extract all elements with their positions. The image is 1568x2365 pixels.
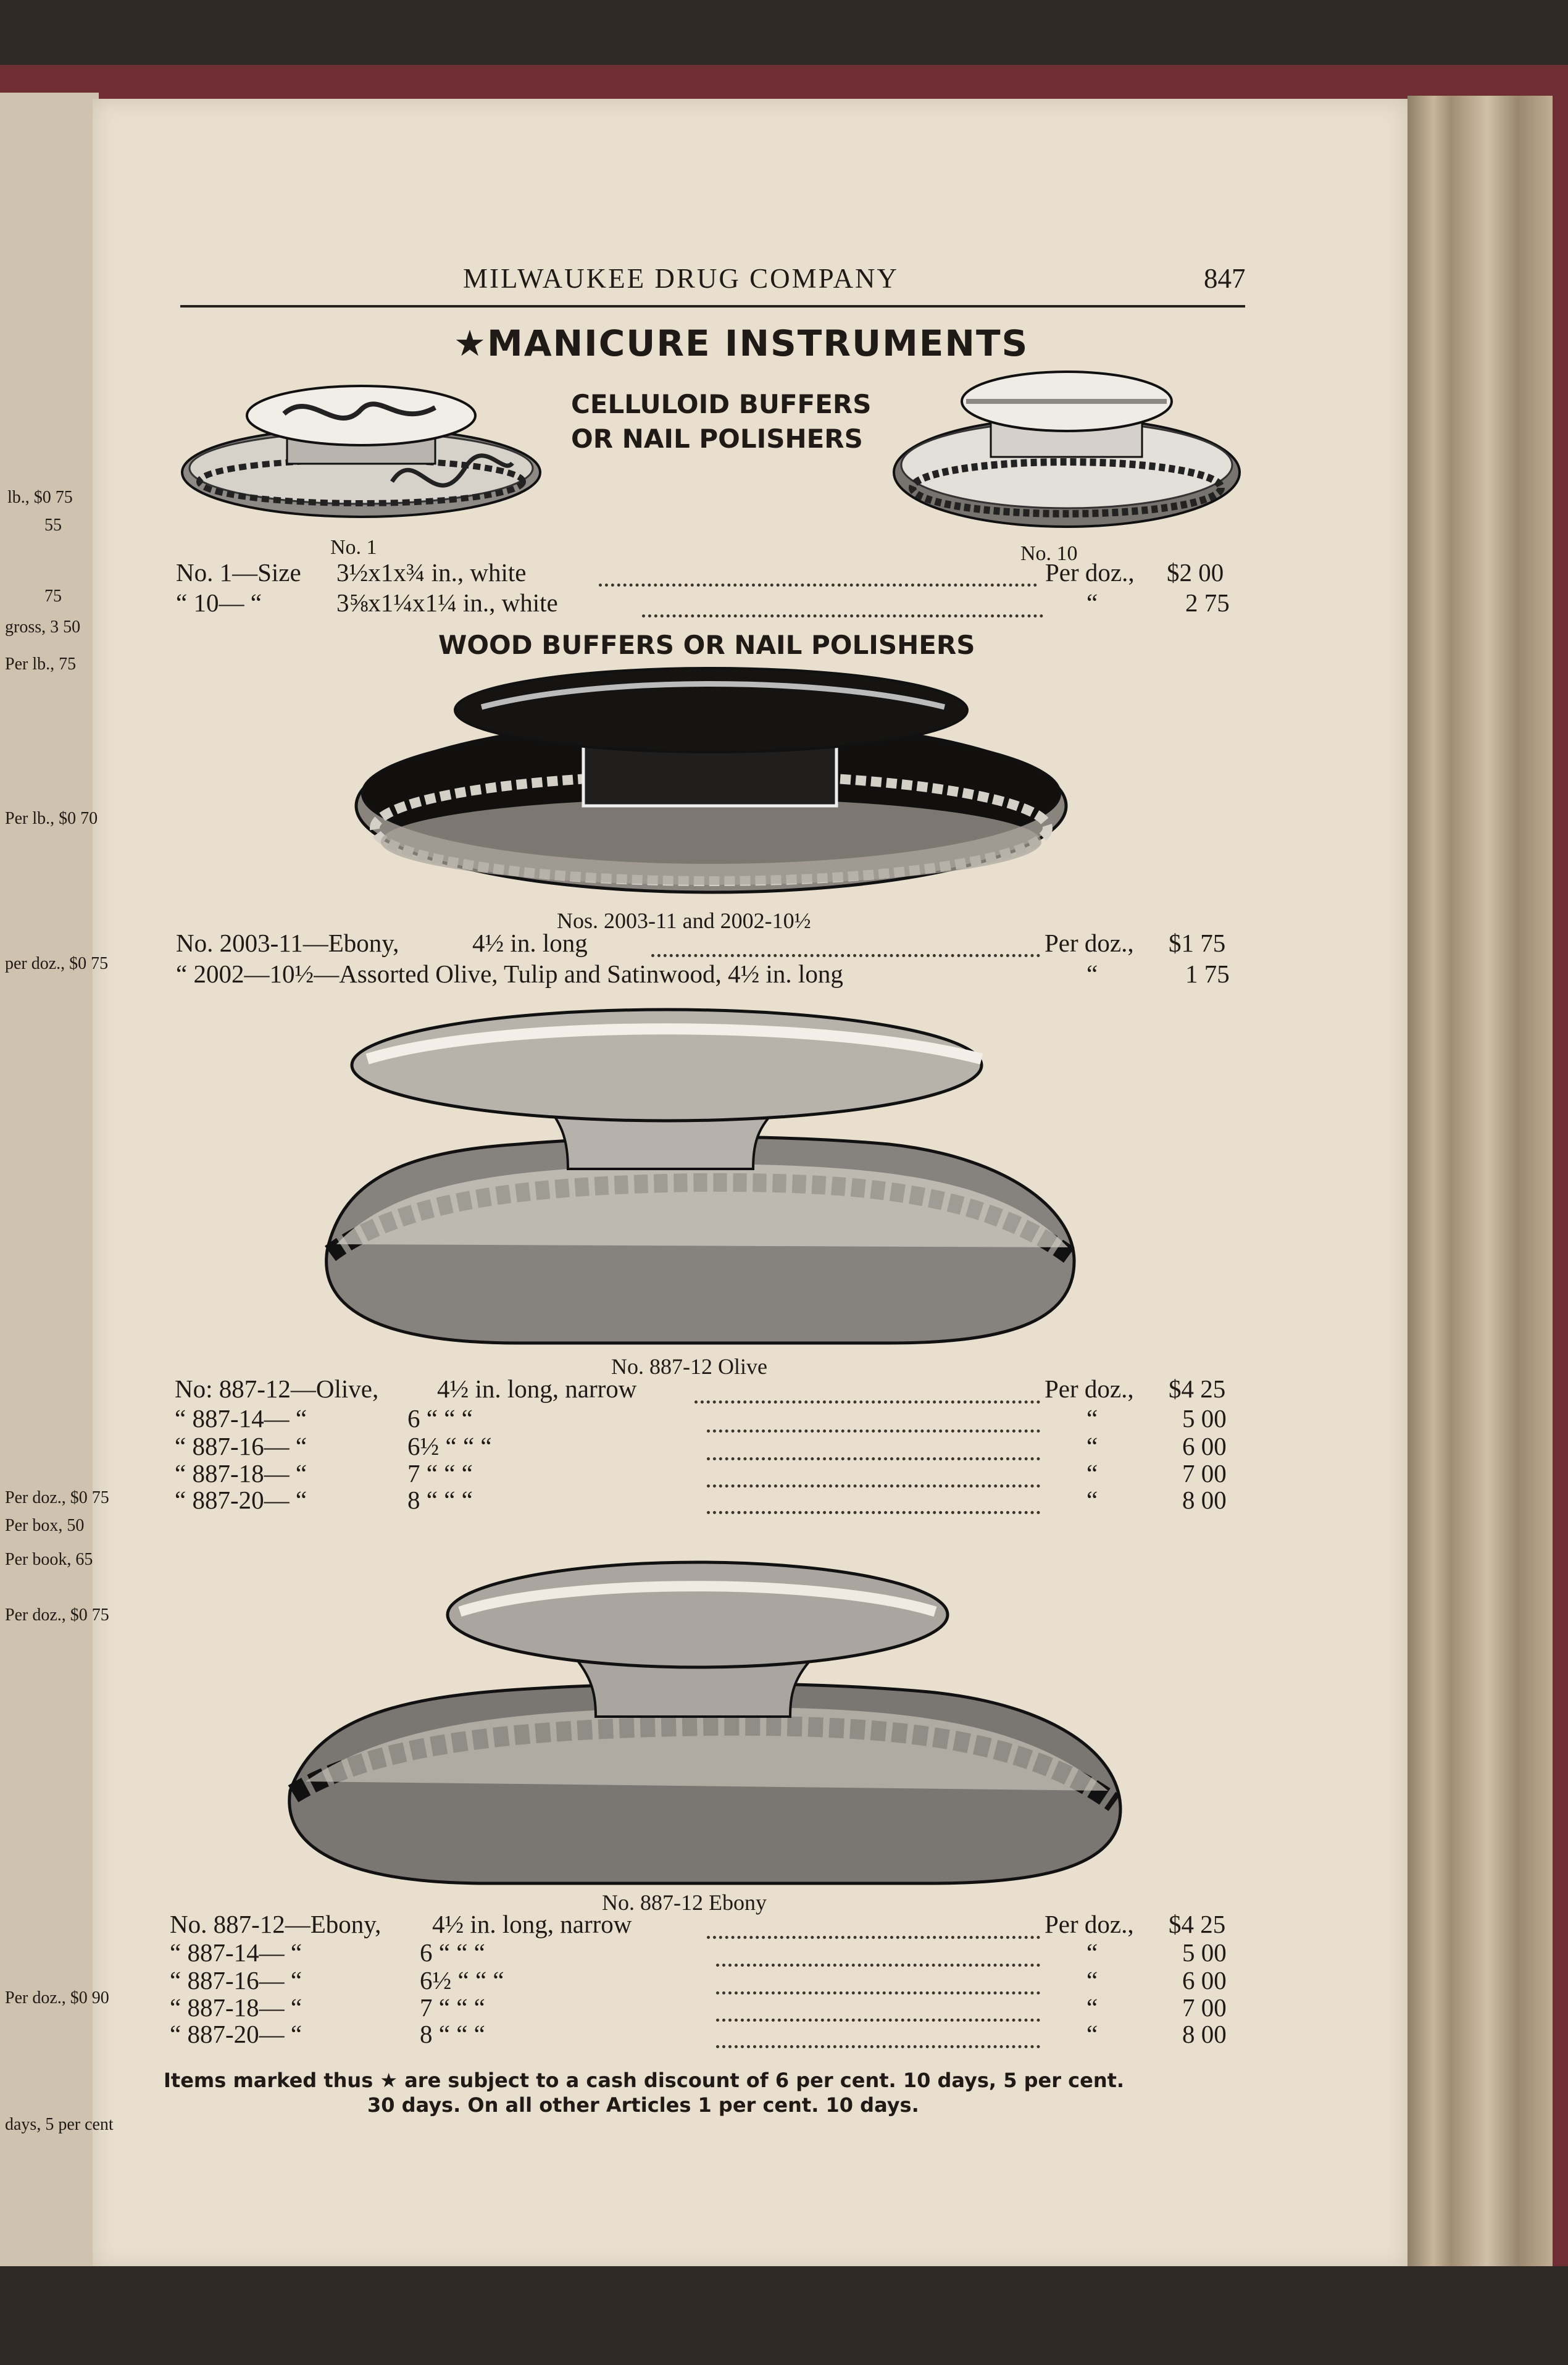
discount-note-line-1: Items marked thus ★ are subject to a cash discount of 6 per cent. 10 days, 5 per cent.	[164, 2069, 1125, 2092]
olive-row-2-number: “ 887-14— “	[175, 1404, 307, 1433]
leader-dots	[707, 1457, 1040, 1460]
wood-row-1-number: No. 2003-11—Ebony,	[176, 929, 399, 957]
olive-row-2-description: 6 “ “ “	[407, 1404, 473, 1433]
olive-row-4-description: 7 “ “ “	[407, 1459, 473, 1488]
leader-dots	[707, 1511, 1040, 1514]
ebony-row-1-unit: Per doz.,	[1045, 1910, 1134, 1938]
olive-row-2-unit: “	[1086, 1404, 1098, 1433]
ebony-row-1-price: $4 25	[1169, 1910, 1226, 1938]
wood-section-title: WOOD BUFFERS OR NAIL POLISHERS	[438, 630, 975, 660]
celluloid-title-line-2: OR NAIL POLISHERS	[571, 424, 863, 454]
celluloid-buffer-no-10-illustration	[889, 364, 1244, 540]
olive-row-4-number: “ 887-18— “	[175, 1459, 307, 1488]
olive-row-5-description: 8 “ “ “	[407, 1486, 473, 1514]
ebony-row-3-number: “ 887-16— “	[170, 1966, 302, 1995]
ebony-row-5-unit: “	[1086, 2020, 1098, 2048]
leader-dots	[642, 614, 1043, 617]
olive-row-1-number: No: 887-12—Olive,	[175, 1375, 379, 1403]
publisher-header: MILWAUKEE DRUG COMPANY	[463, 263, 899, 294]
olive-row-1-price: $4 25	[1169, 1375, 1226, 1403]
olive-row-1-description: 4½ in. long, narrow	[437, 1375, 637, 1403]
left-page-fragment: per doz., $0 75	[5, 954, 109, 973]
olive-row-1-unit: Per doz.,	[1045, 1375, 1134, 1403]
left-page-fragment: Per lb., 75	[5, 655, 77, 674]
leader-dots	[707, 1936, 1040, 1939]
celluloid-row-1-number: No. 1—Size	[176, 558, 301, 587]
ebony-row-5-description: 8 “ “ “	[420, 2020, 485, 2048]
olive-row-5-price: 8 00	[1182, 1486, 1227, 1514]
olive-row-3-unit: “	[1086, 1432, 1098, 1460]
leader-dots	[716, 2019, 1040, 2022]
leader-dots	[707, 1429, 1040, 1433]
leader-dots	[716, 1991, 1040, 1995]
ebony-row-2-unit: “	[1086, 1938, 1098, 1967]
left-page-fragment: Per box, 50	[5, 1516, 85, 1535]
wood-buffer-caption: Nos. 2003-11 and 2002-10½	[557, 908, 811, 933]
leader-dots	[716, 2045, 1040, 2048]
wood-row-2-unit: “	[1086, 960, 1098, 988]
olive-row-3-description: 6½ “ “ “	[407, 1432, 492, 1460]
celluloid-row-1-unit: Per doz.,	[1045, 558, 1135, 587]
ebony-row-3-description: 6½ “ “ “	[420, 1966, 504, 1995]
left-page-fragment: lb., $0 75	[7, 488, 73, 507]
ebony-row-4-price: 7 00	[1182, 1993, 1227, 2022]
leader-dots	[599, 584, 1037, 587]
olive-row-4-price: 7 00	[1182, 1459, 1227, 1488]
olive-row-5-number: “ 887-20— “	[175, 1486, 307, 1514]
page-number: 847	[1204, 263, 1246, 294]
left-page	[0, 93, 99, 2266]
leader-dots	[707, 1484, 1040, 1488]
celluloid-caption-left: No. 1	[330, 536, 377, 559]
left-page-fragment: Per doz., $0 90	[5, 1988, 109, 2007]
page-stack-edge	[1407, 96, 1553, 2272]
ebony-row-2-price: 5 00	[1182, 1938, 1227, 1967]
ebony-row-2-description: 6 “ “ “	[420, 1938, 485, 1967]
bottom-shadow	[0, 2266, 1568, 2365]
celluloid-row-1-price: $2 00	[1167, 558, 1224, 587]
ebony-row-3-price: 6 00	[1182, 1966, 1227, 1995]
discount-note-line-2: 30 days. On all other Articles 1 per cent. 10 days.	[367, 2093, 919, 2117]
wood-row-1-description: 4½ in. long	[472, 929, 588, 957]
section-title: ★MANICURE INSTRUMENTS	[454, 322, 1029, 364]
ebony-buffer-caption: No. 887-12 Ebony	[602, 1890, 767, 1915]
ebony-buffer-illustration	[281, 1544, 1130, 1890]
olive-row-3-price: 6 00	[1182, 1432, 1227, 1460]
celluloid-row-2-price: 2 75	[1185, 588, 1230, 617]
wood-row-2-price: 1 75	[1185, 960, 1230, 988]
olive-row-4-unit: “	[1086, 1459, 1098, 1488]
leader-dots	[716, 1964, 1040, 1967]
wood-row-2-number: “ 2002—10½—Assorted Olive, Tulip and Satinwood, 4½ in. long	[176, 960, 843, 988]
celluloid-row-2-number: “ 10— “	[176, 588, 262, 617]
olive-buffer-caption: No. 887-12 Olive	[611, 1354, 767, 1379]
celluloid-row-2-description: 3⅝x1¼x1¼ in., white	[336, 588, 558, 617]
celluloid-row-1-description: 3½x1x¾ in., white	[336, 558, 527, 587]
left-page-fragment: Per book, 65	[5, 1550, 93, 1569]
celluloid-caption-right: No. 10	[1020, 542, 1078, 565]
left-page-fragment: Per doz., $0 75	[5, 1605, 109, 1625]
celluloid-buffer-no-1-illustration	[176, 374, 546, 537]
olive-row-2-price: 5 00	[1182, 1404, 1227, 1433]
olive-row-5-unit: “	[1086, 1486, 1098, 1514]
left-page-fragment: gross, 3 50	[5, 617, 81, 637]
wood-row-1-unit: Per doz.,	[1045, 929, 1134, 957]
leader-dots	[694, 1400, 1040, 1404]
ebony-row-5-number: “ 887-20— “	[170, 2020, 302, 2048]
leader-dots	[651, 954, 1040, 957]
left-page-fragment: Per doz., $0 75	[5, 1488, 109, 1507]
ebony-row-4-unit: “	[1086, 1993, 1098, 2022]
left-page-fragment: Per lb., $0 70	[5, 809, 98, 828]
olive-buffer-illustration	[315, 997, 1086, 1352]
ebony-row-2-number: “ 887-14— “	[170, 1938, 302, 1967]
ebony-row-5-price: 8 00	[1182, 2020, 1227, 2048]
ebony-row-3-unit: “	[1086, 1966, 1098, 1995]
ebony-row-1-number: No. 887-12—Ebony,	[170, 1910, 382, 1938]
header-rule	[180, 305, 1245, 308]
ebony-row-4-number: “ 887-18— “	[170, 1993, 302, 2022]
left-page-fragment: 75	[44, 587, 62, 606]
celluloid-title-line-1: CELLULOID BUFFERS	[571, 389, 872, 419]
celluloid-row-2-unit: “	[1086, 588, 1098, 617]
olive-row-3-number: “ 887-16— “	[175, 1432, 307, 1460]
ebony-row-4-description: 7 “ “ “	[420, 1993, 485, 2022]
left-page-fragment: 55	[44, 516, 62, 535]
ebony-row-1-description: 4½ in. long, narrow	[432, 1910, 632, 1938]
wood-buffer-illustration	[352, 664, 1071, 905]
wood-row-1-price: $1 75	[1169, 929, 1226, 957]
left-page-fragment: days, 5 per cent	[5, 2115, 114, 2134]
